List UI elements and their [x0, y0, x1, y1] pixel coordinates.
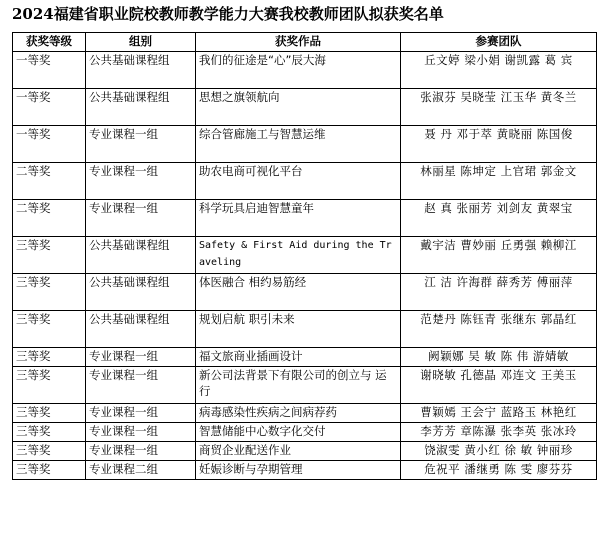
cell-level: 一等奖: [13, 89, 86, 126]
cell-team: 林丽星 陈坤定 上官珺 郭金文: [401, 163, 597, 200]
table-body: [13, 52, 597, 480]
cell-level: 三等奖: [13, 311, 86, 348]
cell-level: 三等奖: [13, 442, 86, 461]
cell-group: 专业课程一组: [86, 404, 196, 423]
cell-level: 三等奖: [13, 367, 86, 404]
table-row: [13, 237, 597, 274]
table-row: [13, 200, 597, 237]
cell-work: 我们的征途是“心”辰大海: [196, 52, 401, 89]
cell-work: 智慧储能中心数字化交付: [196, 423, 401, 442]
table-row: [13, 274, 597, 311]
cell-group: 专业课程二组: [86, 461, 196, 480]
cell-work: 新公司法背景下有限公司的创立与 运行: [196, 367, 401, 404]
cell-team: 赵 真 张丽芳 刘剑友 黄翠宝: [401, 200, 597, 237]
cell-group: 专业课程一组: [86, 348, 196, 367]
cell-team: 丘文婷 梁小娟 谢凯露 葛 宾: [401, 52, 597, 89]
cell-team: 曹颖嫣 王会宁 蓝路玉 林艳红: [401, 404, 597, 423]
cell-work: Safety & First Aid during the Traveling: [196, 237, 401, 274]
table-row: [13, 311, 597, 348]
cell-team: 阙颖娜 吴 敏 陈 伟 游婧敏: [401, 348, 597, 367]
cell-work: 福文旅商业插画设计: [196, 348, 401, 367]
award-table: [12, 32, 597, 480]
header-level: 获奖等级: [13, 33, 86, 52]
cell-work: 思想之旗领航向: [196, 89, 401, 126]
cell-group: 公共基础课程组: [86, 237, 196, 274]
cell-group: 公共基础课程组: [86, 52, 196, 89]
header-work: 获奖作品: [196, 33, 401, 52]
cell-work: 科学玩具启迪智慧童年: [196, 200, 401, 237]
cell-group: 专业课程一组: [86, 367, 196, 404]
table-row: [13, 89, 597, 126]
cell-team: 戴宇洁 曹妙丽 丘勇强 赖柳江: [401, 237, 597, 274]
cell-group: 专业课程一组: [86, 423, 196, 442]
cell-group: 公共基础课程组: [86, 274, 196, 311]
cell-work: 商贸企业配送作业: [196, 442, 401, 461]
cell-group: 公共基础课程组: [86, 89, 196, 126]
cell-work: 综合管廊施工与智慧运维: [196, 126, 401, 163]
cell-group: 公共基础课程组: [86, 311, 196, 348]
cell-level: 三等奖: [13, 461, 86, 480]
table-row: [13, 367, 597, 404]
cell-level: 二等奖: [13, 163, 86, 200]
cell-level: 三等奖: [13, 348, 86, 367]
cell-team: 饶淑雯 黄小红 徐 敏 钟丽珍: [401, 442, 597, 461]
cell-team: 江 洁 许海群 薛秀芳 傅丽萍: [401, 274, 597, 311]
cell-team: 范楚丹 陈钰青 张继东 郭晶红: [401, 311, 597, 348]
table-row: [13, 423, 597, 442]
cell-team: 谢晓敏 孔德晶 邓连文 王美玉: [401, 367, 597, 404]
cell-level: 三等奖: [13, 237, 86, 274]
cell-work: 助农电商可视化平台: [196, 163, 401, 200]
header-team: 参赛团队: [401, 33, 597, 52]
table-header-row: [13, 33, 597, 52]
table-row: [13, 163, 597, 200]
cell-level: 一等奖: [13, 52, 86, 89]
cell-group: 专业课程一组: [86, 200, 196, 237]
cell-team: 李芳芳 章陈瀑 张李英 张冰玲: [401, 423, 597, 442]
cell-group: 专业课程一组: [86, 442, 196, 461]
table-row: [13, 461, 597, 480]
header-group: 组别: [86, 33, 196, 52]
table-row: [13, 52, 597, 89]
cell-level: 二等奖: [13, 200, 86, 237]
table-row: [13, 126, 597, 163]
cell-team: 聂 丹 邓于萃 黄晓丽 陈国俊: [401, 126, 597, 163]
cell-team: 危祝平 潘继勇 陈 雯 廖芬芬: [401, 461, 597, 480]
table-row: [13, 404, 597, 423]
cell-level: 三等奖: [13, 423, 86, 442]
cell-group: 专业课程一组: [86, 126, 196, 163]
cell-group: 专业课程一组: [86, 163, 196, 200]
cell-level: 一等奖: [13, 126, 86, 163]
cell-work: 病毒感染性疾病之间病荐药: [196, 404, 401, 423]
cell-work: 体医融合 相约易筋经: [196, 274, 401, 311]
table-row: [13, 442, 597, 461]
page-title: 2024福建省职业院校教师教学能力大赛我校教师团队拟获奖名单: [12, 5, 444, 23]
cell-work: 妊娠诊断与孕期管理: [196, 461, 401, 480]
cell-work: 规划启航 职引未来: [196, 311, 401, 348]
cell-level: 三等奖: [13, 274, 86, 311]
cell-team: 张淑芬 吴晓莹 江玉华 黄冬兰: [401, 89, 597, 126]
table-row: [13, 348, 597, 367]
cell-level: 三等奖: [13, 404, 86, 423]
